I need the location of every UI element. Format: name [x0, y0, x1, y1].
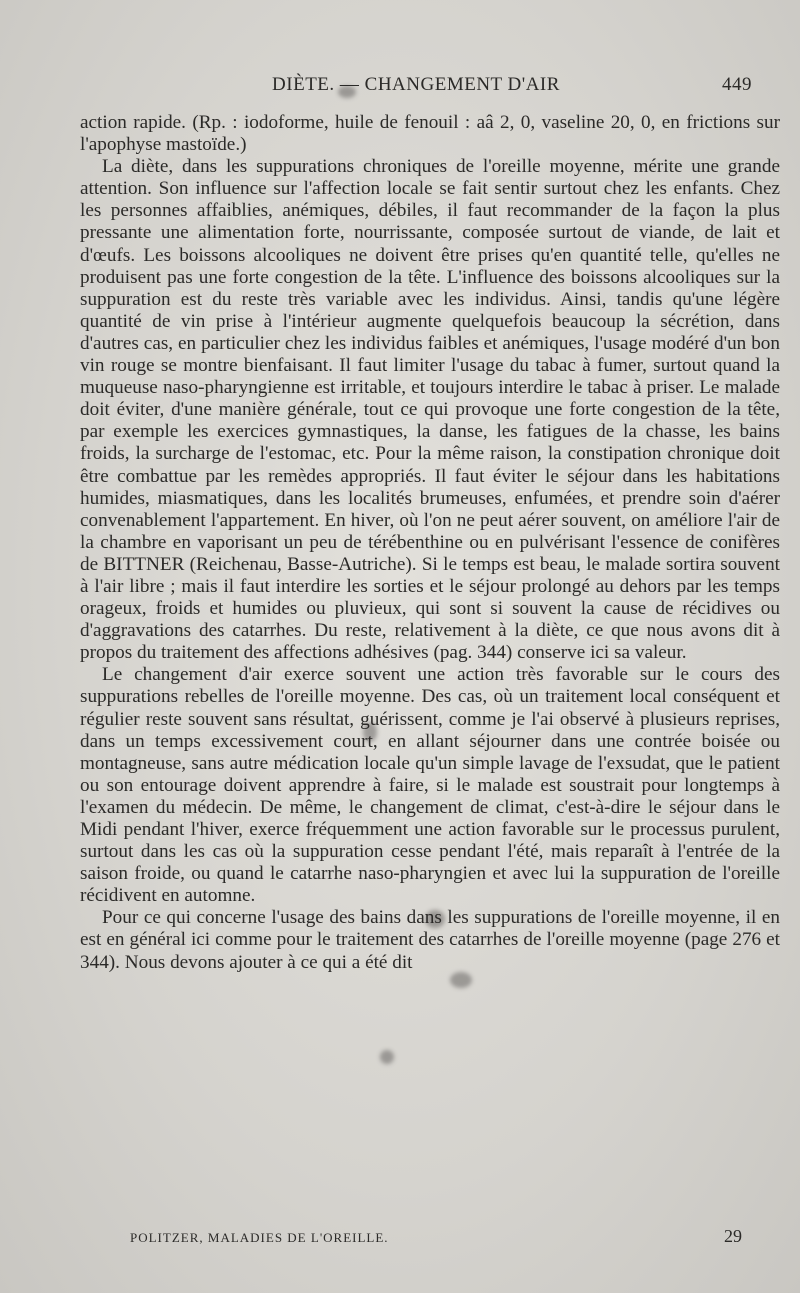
page-footer	[130, 1226, 742, 1250]
paragraph-bains: Pour ce qui concerne l'usage des bains dans les suppurations de l'oreille moyenne, il en est en général ici comme pour le traitement des catarrhes de l'oreille moyenne (page 276 et 344). Nous devons ajouter à ce qui a été dit	[80, 907, 780, 973]
ink-stain	[450, 972, 472, 988]
ink-stain	[425, 910, 445, 928]
running-title: DIÈTE. — CHANGEMENT D'AIR	[272, 74, 560, 95]
footer-book-title: POLITZER, MALADIES DE L'OREILLE.	[130, 1230, 389, 1245]
page-header	[80, 74, 752, 102]
page-number: 449	[722, 74, 752, 95]
ink-stain	[363, 722, 377, 742]
signature-number: 29	[724, 1226, 742, 1246]
paragraph-changement-air: Le changement d'air exerce souvent une action très favorable sur le cours des suppurations rebelles de l'oreille moyenne. Des cas, où un traitement local conséquent et régulier reste souvent sans résultat, guérissent, comme je l'ai observé à plusieurs reprises, dans un temps excessivement court, en allant séjourner dans une contrée boisée ou montagneuse, sans autre médication locale qu'un simple lavage de l'exsudat, que le patient ou son entourage doivent apprendre à faire, si le malade est soustrait pour longtemps à l'examen du médecin. De même, le changement de climat, c'est-à-dire le séjour dans le Midi pendant l'hiver, exerce fréquemment une action favorable sur le processus purulent, surtout dans les cas où la suppuration cesse pendant l'été, mais reparaît à l'entrée de la saison froide, ou quand le catarrhe naso-pharyngien et avec lui la suppuration de l'oreille récidivent en automne.	[80, 664, 780, 907]
body-text	[80, 112, 780, 974]
ink-stain	[380, 1050, 394, 1064]
paragraph-diete: La diète, dans les suppurations chroniques de l'oreille moyenne, mérite une grande attention. Son influence sur l'affection locale se fait sentir surtout chez les enfants. Chez les personnes affaiblies, anémiques, débiles, il faut recommander de la façon la plus pressante une alimentation forte, nourrissante, composée surtout de viande, de lait et d'œufs. Les boissons alcooliques ne doivent être prises qu'en quantité telle, qu'elles ne produisent pas une forte congestion de la tête. L'influence des boissons alcooliques sur la suppuration est du reste très variable avec les individus. Ainsi, tandis qu'une légère quantité de vin prise à l'intérieur augmente quelquefois beaucoup la sécrétion, dans d'autres cas, en particulier chez les individus faibles et anémiques, l'usage modéré d'un bon vin rouge se montre bienfaisant. Il faut limiter l'usage du tabac à fumer, surtout quand la muqueuse naso-pharyngienne est irritable, et toujours interdire le tabac à priser. Le malade doit éviter, d'une manière générale, tout ce qui provoque une forte congestion de la tête, par exemple les exercices gymnastiques, la danse, les fatigues de la chasse, les bains froids, la surcharge de l'estomac, etc. Pour la même raison, la constipation chronique doit être combattue par les remèdes appropriés. Il faut éviter le séjour dans les habitations humides, miasmatiques, dans les localités brumeuses, enfumées, et prendre soin d'aérer convenablement l'appartement. En hiver, où l'on ne peut aérer souvent, on améliore l'air de la chambre en vaporisant un peu de térébenthine ou en pulvérisant l'essence de conifères de BITTNER (Reichenau, Basse-Autriche). Si le temps est beau, le malade sortira souvent à l'air libre ; mais il faut interdire les sorties et le séjour prolongé au dehors par les temps orageux, froids et humides ou pluvieux, qui sont si souvent la cause de récidives ou d'aggravations des catarrhes. Du reste, relativement à la diète, ce que nous avons dit à propos du traitement des affections adhésives (pag. 344) conserve ici sa valeur.	[80, 156, 780, 664]
ink-stain	[338, 86, 356, 98]
paragraph-continuation: action rapide. (Rp. : iodoforme, huile de fenouil : aâ 2, 0, vaseline 20, 0, en frictions sur l'apophyse mastoïde.)	[80, 112, 780, 156]
